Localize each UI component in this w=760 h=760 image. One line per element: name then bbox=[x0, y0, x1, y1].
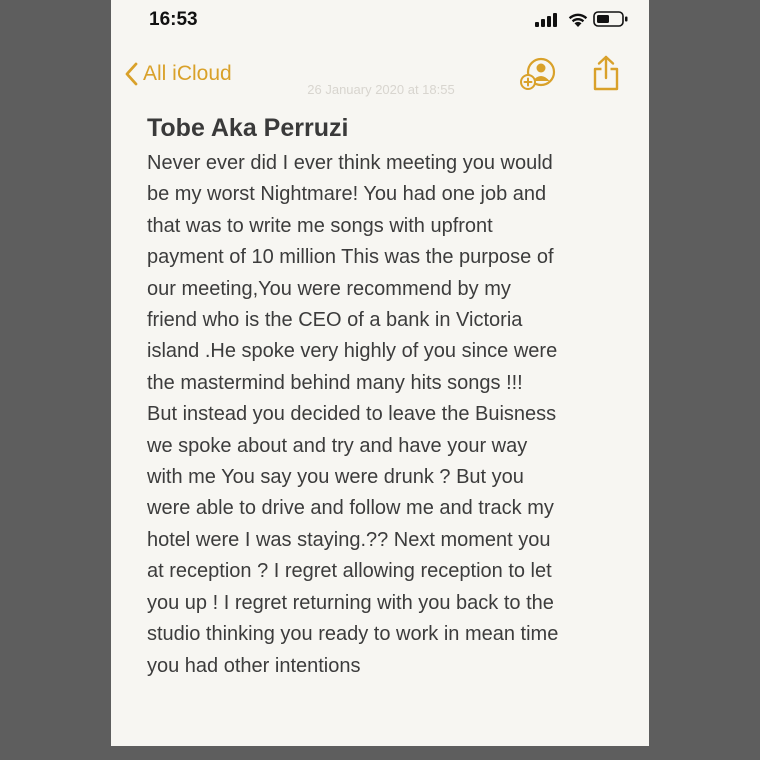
note-line: be my worst Nightmare! You had one job and bbox=[147, 183, 547, 206]
note-line: studio thinking you ready to work in mean time bbox=[147, 623, 559, 646]
note-line: the mastermind behind many hits songs !!! bbox=[147, 371, 523, 394]
battery-icon bbox=[593, 10, 629, 28]
nav-bar bbox=[111, 52, 649, 96]
add-person-icon[interactable] bbox=[519, 56, 559, 92]
phone-screen bbox=[111, 0, 649, 746]
note-title: Tobe Aka Perruzi bbox=[147, 114, 349, 142]
note-body[interactable] bbox=[147, 148, 625, 682]
note-line: island .He spoke very highly of you since were bbox=[147, 340, 558, 363]
note-line: hotel were I was staying.?? Next moment you bbox=[147, 528, 551, 551]
note-line: that was to write me songs with upfront bbox=[147, 214, 493, 237]
share-icon[interactable] bbox=[591, 54, 621, 92]
note-date: 26 January 2020 at 18:55 bbox=[307, 82, 455, 97]
note-line: friend who is the CEO of a bank in Victoria bbox=[147, 309, 523, 332]
back-button[interactable] bbox=[125, 58, 232, 90]
note-line: we spoke about and try and have your way bbox=[147, 434, 528, 457]
note-line: at reception ? I regret allowing reception to let bbox=[147, 560, 552, 583]
chevron-left-icon bbox=[125, 62, 139, 86]
status-bar bbox=[111, 0, 649, 40]
wifi-icon bbox=[567, 11, 589, 28]
back-button-label: All iCloud bbox=[143, 62, 232, 85]
note-line: were able to drive and follow me and track my bbox=[147, 497, 554, 520]
signal-icon bbox=[535, 13, 559, 27]
note-line: you up ! I regret returning with you back to the bbox=[147, 591, 554, 614]
status-time: 16:53 bbox=[149, 9, 198, 30]
note-line: you had other intentions bbox=[147, 654, 361, 677]
note-line: Never ever did I ever think meeting you would bbox=[147, 152, 553, 174]
note-line: with me You say you were drunk ? But you bbox=[147, 466, 524, 489]
note-line: payment of 10 million This was the purpose of bbox=[147, 246, 554, 269]
note-line: But instead you decided to leave the Buisness bbox=[147, 403, 557, 426]
note-line: our meeting,You were recommend by my bbox=[147, 277, 511, 300]
